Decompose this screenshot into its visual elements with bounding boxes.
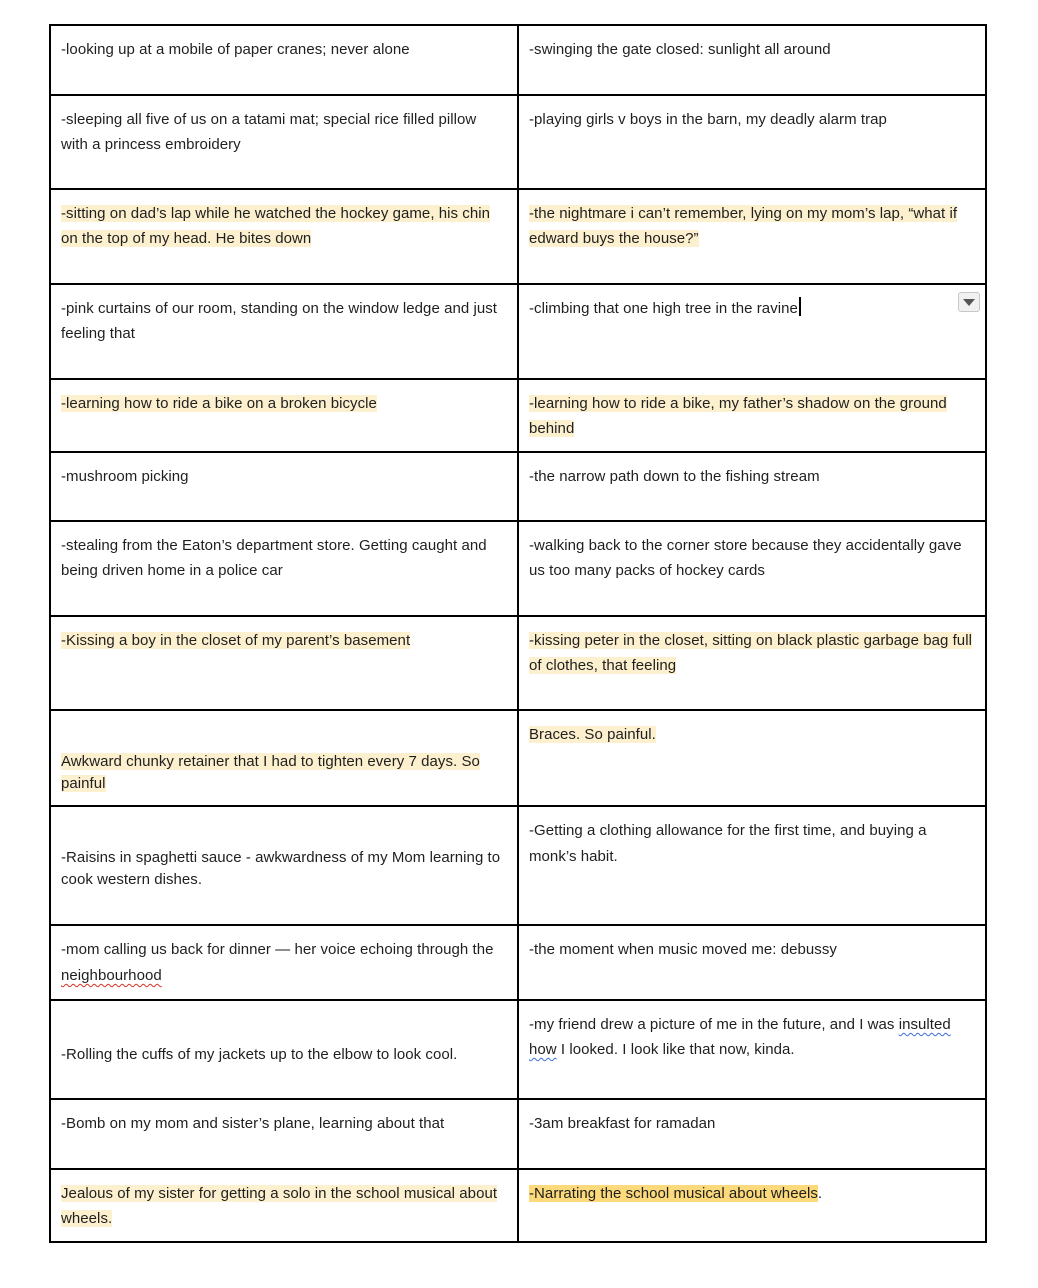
table-cell[interactable] <box>518 379 986 452</box>
highlighted-text: -kissing peter in the closet, sitting on black plastic garbage bag full of clothes, that feeling <box>529 632 972 674</box>
cell-text: -the moment when music moved me: debussy <box>529 941 837 958</box>
cell-text: I looked. I look like that now, kinda. <box>556 1041 795 1058</box>
table-row <box>50 189 986 284</box>
cell-text: -looking up at a mobile of paper cranes; never alone <box>61 41 410 58</box>
table-cell[interactable] <box>50 1099 518 1169</box>
table-cell[interactable] <box>518 710 986 806</box>
highlighted-text: -Narrating the school musical about wheels <box>529 1185 818 1202</box>
table-cell[interactable] <box>518 1099 986 1169</box>
table-row <box>50 806 986 925</box>
grammar-suggestion[interactable]: insulted how <box>529 1016 951 1058</box>
table-cell[interactable] <box>50 189 518 284</box>
table-row <box>50 1000 986 1099</box>
table-cell[interactable] <box>50 616 518 710</box>
cell-text: . <box>817 1185 823 1202</box>
cell-text: -Raisins in spaghetti sauce - awkwardness of my Mom learning to cook western dishes. <box>61 849 501 888</box>
cell-text: -mushroom picking <box>61 468 189 485</box>
table-row <box>50 521 986 616</box>
table-row <box>50 25 986 95</box>
table-cell-active[interactable] <box>518 284 986 379</box>
cell-text: -3am breakfast for ramadan <box>529 1115 716 1132</box>
cell-text: -Rolling the cuffs of my jackets up to the elbow to look cool. <box>61 1046 458 1063</box>
highlighted-text: Awkward chunky retainer that I had to tighten every 7 days. So painful <box>61 753 480 792</box>
table-cell[interactable] <box>50 925 518 1000</box>
table-cell[interactable] <box>50 95 518 189</box>
cell-text: -Getting a clothing allowance for the first time, and buying a monk’s habit. <box>529 822 927 865</box>
spellcheck-word[interactable]: neighbourhood <box>61 967 162 984</box>
table-row <box>50 710 986 806</box>
cell-menu-button[interactable] <box>958 292 980 312</box>
cell-text: -stealing from the Eaton’s department store. Getting caught and being driven home in a police car <box>61 537 487 579</box>
table-cell[interactable] <box>518 1169 986 1242</box>
cell-text: -climbing that one high tree in the ravine <box>529 300 798 317</box>
table-cell[interactable] <box>518 616 986 710</box>
highlighted-text: -sitting on dad’s lap while he watched the hockey game, his chin on the top of my head. He bites down <box>61 205 491 247</box>
table-cell[interactable] <box>518 925 986 1000</box>
table-row <box>50 1169 986 1242</box>
table-cell[interactable] <box>50 710 518 806</box>
table-row <box>50 379 986 452</box>
table-cell[interactable] <box>50 521 518 616</box>
cell-text: -playing girls v boys in the barn, my deadly alarm trap <box>529 111 887 128</box>
cell-text: -Bomb on my mom and sister’s plane, learning about that <box>61 1115 445 1132</box>
highlighted-text: -learning how to ride a bike, my father’s shadow on the ground behind <box>529 395 947 437</box>
table-cell[interactable] <box>50 379 518 452</box>
table-row <box>50 284 986 379</box>
cell-text: -walking back to the corner store because they accidentally gave us too many packs of hockey cards <box>529 537 962 579</box>
table-cell[interactable] <box>50 284 518 379</box>
table-cell[interactable] <box>518 806 986 925</box>
table-cell[interactable] <box>50 452 518 521</box>
highlighted-text: -the nightmare i can’t remember, lying on my mom’s lap, “what if edward buys the house?” <box>529 205 958 247</box>
table-cell[interactable] <box>50 806 518 925</box>
cell-text: -pink curtains of our room, standing on the window ledge and just feeling that <box>61 300 498 342</box>
table-cell[interactable] <box>50 1169 518 1242</box>
highlighted-text: -Kissing a boy in the closet of my parent’s basement <box>61 632 411 649</box>
table-cell[interactable] <box>518 25 986 95</box>
cell-text: -my friend drew a picture of me in the future, and I was <box>529 1016 899 1033</box>
cell-text: -sleeping all five of us on a tatami mat; special rice filled pillow with a princess embroidery <box>61 111 477 153</box>
table-cell[interactable] <box>518 95 986 189</box>
memory-table <box>49 24 987 1243</box>
table-row <box>50 616 986 710</box>
cell-text: -mom calling us back for dinner — her voice echoing through the <box>61 941 494 958</box>
cell-text: -the narrow path down to the fishing stream <box>529 468 820 485</box>
table-cell[interactable] <box>518 521 986 616</box>
table-row <box>50 1099 986 1169</box>
table-cell[interactable] <box>518 452 986 521</box>
text-cursor <box>799 297 801 316</box>
table-cell[interactable] <box>518 189 986 284</box>
highlighted-text: Braces. So painful. <box>529 726 656 743</box>
table-row <box>50 925 986 1000</box>
chevron-down-icon <box>963 299 975 306</box>
highlighted-text: Jealous of my sister for getting a solo in the school musical about wheels. <box>61 1185 498 1227</box>
table-cell[interactable] <box>50 1000 518 1099</box>
cell-text: -swinging the gate closed: sunlight all around <box>529 41 831 58</box>
table-row <box>50 95 986 189</box>
table-cell[interactable] <box>518 1000 986 1099</box>
highlighted-text: -learning how to ride a bike on a broken bicycle <box>61 395 377 412</box>
table-row <box>50 452 986 521</box>
table-cell[interactable] <box>50 25 518 95</box>
